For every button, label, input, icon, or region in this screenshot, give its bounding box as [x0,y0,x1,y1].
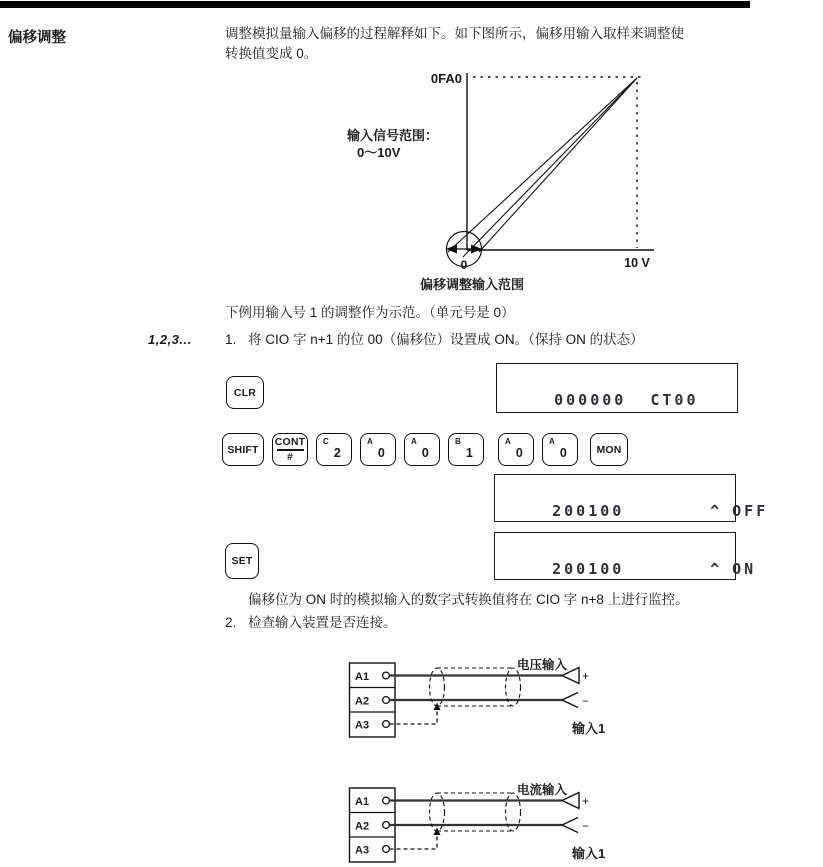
return-arrow-symbol [562,818,578,833]
digit-key-main: 0 [559,446,567,460]
origin-tick: 0 [460,258,468,272]
digit-key-corner: A [411,437,417,446]
cont-key-top-label: CONT [274,435,306,448]
step-2-text: 检查输入装置是否连接。 [248,615,397,630]
display-2-state: OFF [732,502,769,520]
digit-key-corner: A [505,437,511,446]
page-header-rule [0,1,750,8]
terminal-a3-screw [383,721,390,728]
conversion-line-nominal [463,78,637,257]
display-3-address: 200100 [552,560,625,578]
signal-range-label-line1: 输入信号范围： [347,128,439,143]
step-2-row [225,613,397,633]
terminal-a1-screw [383,672,390,679]
step-1-row [148,330,644,350]
x-axis-max-tick: 10 V [624,256,650,270]
return-arrow-symbol [562,693,578,708]
offset-range-arrow-left [446,245,457,254]
terminal-a3-label: A3 [355,844,370,857]
intro-paragraph [225,24,815,64]
intro-line-1: 调整模拟量输入偏移的过程解释如下。如下图所示，偏移用输入取样来调整使 [225,26,684,41]
console-display-ct00 [496,363,738,413]
monitor-note: 偏移位为 ON 时的模拟输入的数字式转换值将在 CIO 字 n+8 上进行监控。 [248,592,689,607]
intro-line-2: 转换值变成 0。 [225,46,318,61]
step-1-number: 1. [225,332,237,347]
digit-key-main: 1 [465,446,473,460]
digit-key-main: 0 [515,446,523,460]
terminal-a3-label: A3 [355,719,370,732]
plus-sign: + [582,669,590,683]
conversion-line-positive-offset [479,78,637,252]
digit-key-corner: A [367,437,373,446]
chart-caption: 偏移调整输入范围 [420,277,525,292]
display-3-state: ON [732,560,757,578]
keypad-row [222,433,628,466]
plus-sign: + [582,794,590,808]
mon-key-label: MON [596,443,622,456]
signal-range-label-line2: 0～10V [357,145,401,160]
digit-key-corner: A [549,437,555,446]
display-2-address: 200100 [552,502,625,520]
display-2-flag: ^ [710,502,723,520]
terminal-a3-screw [383,846,390,853]
digit-key-corner: C [323,437,329,446]
y-axis-max-tick: 0FA0 [430,71,462,86]
wiring-title: 电压输入 [517,658,568,672]
terminal-a1-screw [383,797,390,804]
input-number-label: 输入1 [572,721,606,736]
shift-key [222,433,264,466]
digit-key-a0-4 [542,433,578,466]
wiring-voltage-diagram [330,650,630,740]
clr-key [226,376,264,409]
wiring-current-diagram [330,775,630,865]
digit-key-main: 0 [421,446,429,460]
digit-key-main: 2 [333,446,341,460]
input-number-label: 输入1 [572,846,606,861]
shield-ground-wire [390,707,438,724]
minus-sign: − [582,819,590,833]
terminal-a1-label: A1 [355,671,370,683]
cont-key [272,433,308,466]
digit-key-a0-2 [404,433,440,466]
digit-key-a0-3 [498,433,534,466]
display-1-text: 000000 CT00 [554,391,699,409]
set-key [225,543,259,579]
terminal-a2-screw [383,822,390,829]
steps-marker: 1,2,3... [148,332,192,347]
digit-key-a0-1 [360,433,396,466]
console-display-off [494,474,769,522]
cont-key-bottom-label: # [286,451,294,464]
console-display-on [494,532,757,580]
set-key-label: SET [231,555,253,567]
terminal-a2-label: A2 [355,695,370,708]
digit-key-b1 [448,433,484,466]
mon-key [590,433,628,466]
terminal-a1-label: A1 [355,796,370,808]
display-3-flag: ^ [710,560,723,578]
step-1-text: 将 CIO 字 n+1 的位 00（偏移位）设置成 ON。（保持 ON 的状态） [248,332,644,347]
example-note: 下例用输入号 1 的调整作为示范。（单元号是 0） [225,305,515,320]
terminal-a2-screw [383,697,390,704]
shift-key-label: SHIFT [227,443,259,456]
step-2-number: 2. [225,615,237,630]
section-heading: 偏移调整 [8,30,66,46]
terminal-a2-label: A2 [355,820,370,833]
offset-adjustment-chart [335,62,715,295]
wiring-title: 电流输入 [517,783,568,797]
digit-key-corner: B [455,437,461,446]
shield-ground-wire [390,832,438,849]
clr-key-label: CLR [233,386,257,399]
conversion-line-negative-offset [448,78,637,252]
digit-key-main: 0 [377,446,385,460]
offset-range-arrow-right [471,245,482,254]
digit-key-c2 [316,433,352,466]
minus-sign: − [582,694,590,708]
